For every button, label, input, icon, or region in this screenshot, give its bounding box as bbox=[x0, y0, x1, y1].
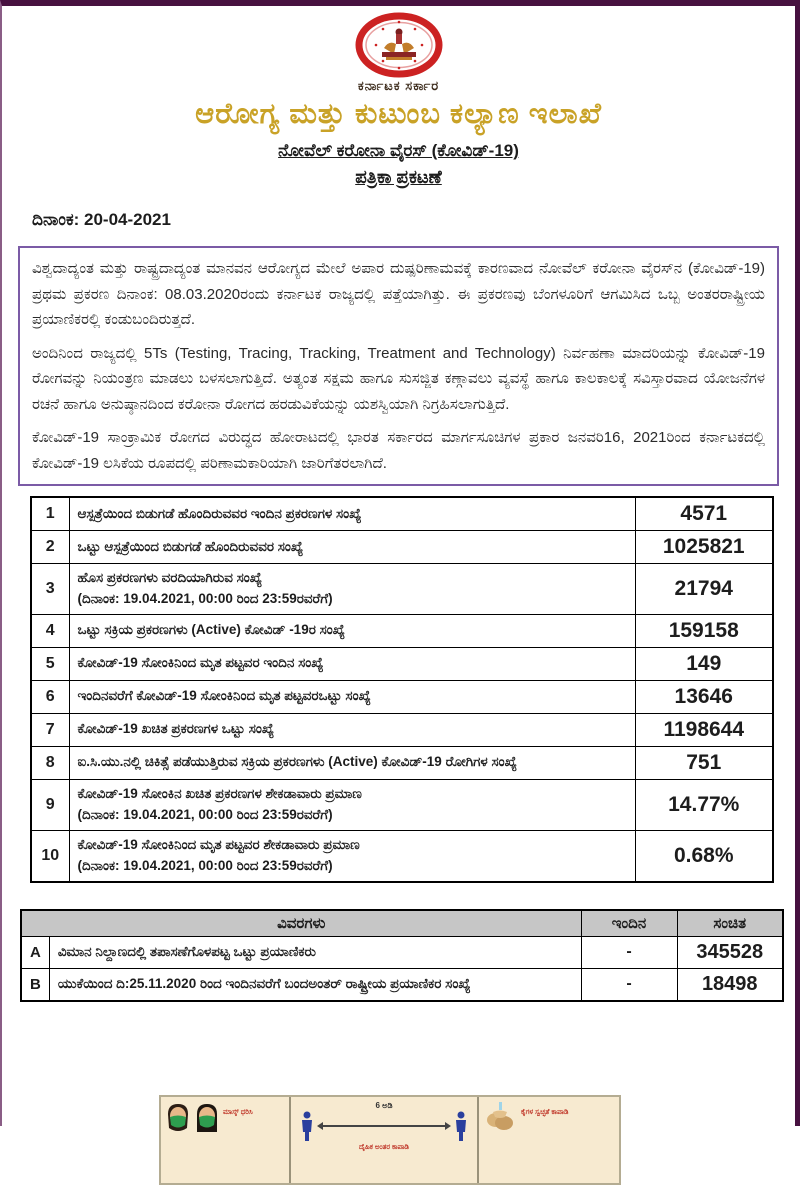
row-number: 3 bbox=[31, 564, 69, 615]
banner-mask-section bbox=[161, 1097, 289, 1183]
row-label-note: (ದಿನಾಂಕ: 19.04.2021, 00:00 ರಿಂದ 23:59ರವರೆಗೆ) bbox=[77, 590, 333, 606]
intro-paragraph-3: ಕೋವಿಡ್-19 ಸಾಂಕ್ರಾಮಿಕ ರೋಗದ ವಿರುದ್ಧದ ಹೋರಾಟದಲ್ಲಿ ಭಾರತ ಸರ್ಕಾರದ ಮಾರ್ಗಸೂಚಿಗಳ ಪ್ರಕಾರ ಜನವರಿ16, 2021ರಿಂದ ಕರ್ನಾಟಕದಲ್ಲಿ ಕೋವಿಡ್-19 ಲಸಿಕೆಯ ರೂಪದಲ್ಲಿ ಪರಿಣಾಮಕಾರಿಯಾಗಿ ಜಾರಿಗೆತರಲಾಗಿದೆ. bbox=[32, 429, 765, 472]
row-number: 8 bbox=[31, 746, 69, 779]
table-row bbox=[31, 713, 773, 746]
person-icon bbox=[455, 1111, 467, 1141]
row-value: 1025821 bbox=[635, 531, 773, 564]
handwash-icon bbox=[483, 1102, 517, 1134]
row-value: 0.68% bbox=[635, 830, 773, 881]
row-label: ಆಸ್ಪತ್ರೆಯಿಂದ ಬಿಡುಗಡೆ ಹೊಂದಿರುವವರ ಇಂದಿನ ಪ್ರಕರಣಗಳ ಸಂಖ್ಯೆ bbox=[69, 497, 635, 531]
subtitle-press-release: ಪತ್ರಿಕಾ ಪ್ರಕಟಣೆ bbox=[355, 167, 442, 187]
row-label-note: (ದಿನಾಂಕ: 19.04.2021, 00:00 ರಿಂದ 23:59ರವರೆಗೆ) bbox=[77, 806, 333, 822]
table-row bbox=[31, 614, 773, 647]
row-label bbox=[69, 564, 635, 615]
row-today-value: - bbox=[581, 936, 677, 968]
table-row bbox=[31, 779, 773, 830]
row-value: 4571 bbox=[635, 497, 773, 531]
row-cumulative-value: 18498 bbox=[677, 968, 783, 1001]
row-label: ಕೋವಿಡ್-19 ಖಚಿತ ಪ್ರಕರಣಗಳ ಒಟ್ಟು ಸಂಖ್ಯೆ bbox=[69, 713, 635, 746]
mask-caption: ಮಾಸ್ಕ್ ಧರಿಸಿ bbox=[223, 1109, 253, 1116]
covid-safety-banner bbox=[159, 1095, 621, 1185]
emblem-caption: ಕರ್ನಾಟಕ ಸರ್ಕಾರ bbox=[357, 78, 440, 93]
table-row bbox=[31, 746, 773, 779]
table-row bbox=[21, 936, 783, 968]
intro-paragraph-2: ಅಂದಿನಿಂದ ರಾಜ್ಯದಲ್ಲಿ 5Ts (Testing, Tracing, Tracking, Treatment and Technology) ನಿರ್ವಹಣಾ ಮಾದರಿಯನ್ನು ಕೋವಿಡ್-19 ರೋಗವನ್ನು ನಿಯಂತ್ರಣ ಮಾಡಲು ಬಳಸಲಾಗುತ್ತಿದೆ. ಅತ್ಯಂತ ಸಕ್ಷಮ ಹಾಗೂ ಸುಸಜ್ಜಿತ ಕಣ್ಗಾವಲು ವ್ಯವಸ್ಥೆ ಹಾಗೂ ಕಾಲಕಾಲಕ್ಕೆ ಸವಿಸ್ತಾರವಾದ ಯೋಜನೆಗಳ ರಚನೆ ಹಾಗೂ ಅನುಷ್ಠಾನದಿಂದ ಕರೋನಾ ರೋಗದ ಹರಡುವಿಕೆಯನ್ನು ಯಶಸ್ವಿಯಾಗಿ ನಿಗ್ರಹಿಸಲಾಗುತ್ತಿದೆ. bbox=[32, 344, 765, 413]
covid-stats-table bbox=[30, 496, 774, 883]
person-icon bbox=[301, 1111, 313, 1141]
handwash-caption: ಕೈಗಳ ಸ್ವಚ್ಛತೆ ಕಾಪಾಡಿ bbox=[521, 1109, 569, 1116]
row-label bbox=[69, 830, 635, 881]
header-today: ಇಂದಿನ bbox=[581, 910, 677, 937]
row-number: 6 bbox=[31, 680, 69, 713]
page-title: ಆರೋಗ್ಯ ಮತ್ತು ಕುಟುಂಬ ಕಲ್ಯಾಣ ಇಲಾಖೆ bbox=[195, 98, 602, 130]
intro-paragraph-1: ವಿಶ್ವದಾದ್ಯಂತ ಮತ್ತು ರಾಷ್ಟ್ರದಾದ್ಯಂತ ಮಾನವನ ಆರೋಗ್ಯದ ಮೇಲೆ ಅಪಾರ ದುಷ್ಪರಿಣಾಮವಕ್ಕೆ ಕಾರಣವಾದ ನೋವೆಲ್ ಕರೋನಾ ವೈರಸ್‌ನ (ಕೋವಿಡ್-19) ಪ್ರಥಮ ಪ್ರಕರಣ ದಿನಾಂಕ: 08.03.2020ರಂದು ಕರ್ನಾಟಕ ರಾಜ್ಯದಲ್ಲಿ ಪತ್ತೆಯಾಗಿತ್ತು. ಈ ಪ್ರಕರಣವು ಬೆಂಗಳೂರಿಗೆ ಆಗಮಿಸಿದ ಒಬ್ಬ ಅಂತರರಾಷ್ಟ್ರೀಯ ಪ್ರಯಾಣಿಕರಲ್ಲಿ ಕಂಡುಬಂದಿರುತ್ತದೆ. bbox=[32, 260, 765, 328]
table-row bbox=[31, 531, 773, 564]
row-label-main: ಕೋವಿಡ್-19 ಸೋಂಕಿನ ಖಚಿತ ಪ್ರಕರಣಗಳ ಶೇಕಡಾವಾರು ಪ್ರಮಾಣ bbox=[77, 785, 362, 801]
row-label: ಯುಕೆಯಿಂದ ದಿ:25.11.2020 ರಿಂದ ಇಂದಿನವರೆಗೆ ಬಂದಅಂತರ್ ರಾಷ್ಟ್ರೀಯ ಪ್ರಯಾಣಿಕರ ಸಂಖ್ಯೆ bbox=[49, 968, 581, 1001]
distance-caption: ದೈಹಿಕ ಅಂತರ ಕಾಪಾಡಿ bbox=[359, 1144, 409, 1151]
banner-distance-section bbox=[289, 1097, 479, 1183]
row-label: ವಿಮಾನ ನಿಲ್ದಾಣದಲ್ಲಿ ತಪಾಸಣೆಗೊಳಪಟ್ಟ ಒಟ್ಟು ಪ್ರಯಾಣಿಕರು bbox=[49, 936, 581, 968]
row-label: ಕೋವಿಡ್-19 ಸೋಂಕಿನಿಂದ ಮೃತ ಪಟ್ಟವರ ಇಂದಿನ ಸಂಖ್ಯೆ bbox=[69, 647, 635, 680]
distance-label: 6 ಅಡಿ bbox=[375, 1101, 393, 1110]
row-label: ಐ.ಸಿ.ಯು.ನಲ್ಲಿ ಚಿಕಿತ್ಸೆ ಪಡೆಯುತ್ತಿರುವ ಸಕ್ರಿಯ ಪ್ರಕರಣಗಳು (Active) ಕೋವಿಡ್-19 ರೋಗಿಗಳ ಸಂಖ್ಯೆ bbox=[69, 746, 635, 779]
subtitle-covid: ನೋವೆಲ್ ಕರೋನಾ ವೈರಸ್ (ಕೋವಿಡ್-19) bbox=[278, 141, 519, 160]
row-value: 751 bbox=[635, 746, 773, 779]
header-details: ವಿವರಗಳು bbox=[21, 910, 581, 937]
row-label-main: ಹೊಸ ಪ್ರಕರಣಗಳು ವರದಿಯಾಗಿರುವ ಸಂಖ್ಯೆ bbox=[77, 570, 263, 585]
date-line: ದಿನಾಂಕ: 20-04-2021 bbox=[32, 210, 171, 229]
row-number: 9 bbox=[31, 779, 69, 830]
row-value: 21794 bbox=[635, 564, 773, 615]
row-value: 1198644 bbox=[635, 713, 773, 746]
row-value: 13646 bbox=[635, 680, 773, 713]
row-cumulative-value: 345528 bbox=[677, 936, 783, 968]
row-number: 4 bbox=[31, 614, 69, 647]
travellers-table bbox=[20, 909, 784, 1002]
distance-arrow-icon bbox=[317, 1119, 451, 1133]
row-label-note: (ದಿನಾಂಕ: 19.04.2021, 00:00 ರಿಂದ 23:59ರವರೆಗೆ) bbox=[77, 857, 333, 873]
banner-handwash-section bbox=[479, 1097, 619, 1183]
row-number: 7 bbox=[31, 713, 69, 746]
row-number: 10 bbox=[31, 830, 69, 881]
table-row bbox=[31, 497, 773, 531]
table-row bbox=[31, 830, 773, 881]
row-number: 1 bbox=[31, 497, 69, 531]
row-value: 14.77% bbox=[635, 779, 773, 830]
row-today-value: - bbox=[581, 968, 677, 1001]
row-label: ಇಂದಿನವರೆಗೆ ಕೋವಿಡ್-19 ಸೋಂಕಿನಿಂದ ಮೃತ ಪಟ್ಟವರಒಟ್ಟು ಸಂಖ್ಯೆ bbox=[69, 680, 635, 713]
masked-person-icon bbox=[194, 1102, 220, 1136]
table-header-row bbox=[21, 910, 783, 937]
row-number: 5 bbox=[31, 647, 69, 680]
karnataka-emblem-icon bbox=[356, 14, 442, 76]
intro-box bbox=[18, 246, 779, 486]
table-row bbox=[31, 564, 773, 615]
row-label bbox=[69, 779, 635, 830]
row-value: 149 bbox=[635, 647, 773, 680]
row-label-main: ಕೋವಿಡ್-19 ಸೋಂಕಿನಿಂದ ಮೃತ ಪಟ್ಟವರ ಶೇಕಡಾವಾರು ಪ್ರಮಾಣ bbox=[77, 836, 360, 852]
table-row bbox=[21, 968, 783, 1001]
masked-person-icon bbox=[165, 1102, 191, 1136]
row-label: ಒಟ್ಟು ಆಸ್ಪತ್ರೆಯಿಂದ ಬಿಡುಗಡೆ ಹೊಂದಿರುವವರ ಸಂಖ್ಯೆ bbox=[69, 531, 635, 564]
header-cumulative: ಸಂಚಿತ bbox=[677, 910, 783, 937]
header bbox=[2, 6, 795, 188]
row-letter: A bbox=[21, 936, 49, 968]
row-value: 159158 bbox=[635, 614, 773, 647]
row-number: 2 bbox=[31, 531, 69, 564]
row-label: ಒಟ್ಟು ಸಕ್ರಿಯ ಪ್ರಕರಣಗಳು (Active) ಕೋವಿಡ್ -19ರ ಸಂಖ್ಯೆ bbox=[69, 614, 635, 647]
table-row bbox=[31, 647, 773, 680]
table-row bbox=[31, 680, 773, 713]
row-letter: B bbox=[21, 968, 49, 1001]
